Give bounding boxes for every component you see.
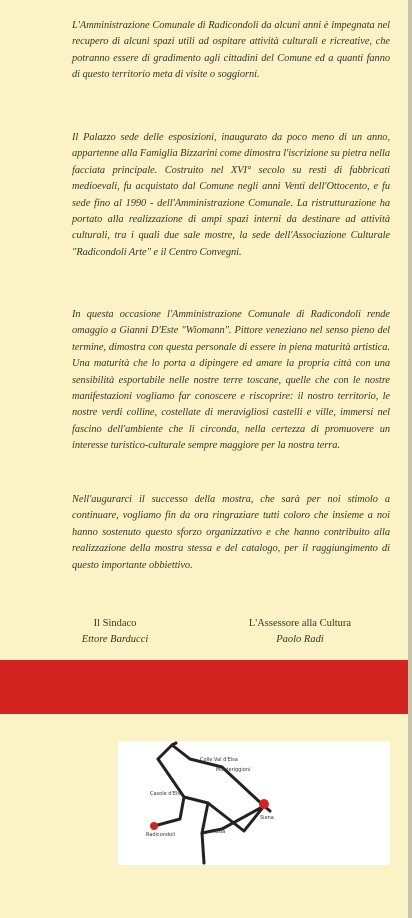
map-dot-siena xyxy=(259,799,269,809)
signature-name: Paolo Radi xyxy=(276,634,324,645)
location-map xyxy=(118,741,390,865)
map-label: Rosia xyxy=(212,829,226,835)
map-label: Casole d'Elsa xyxy=(150,791,184,797)
map-label: Siena xyxy=(260,815,274,821)
page-edge xyxy=(408,0,412,918)
signature-councillor xyxy=(215,616,385,648)
signature-role: Il Sindaco xyxy=(93,618,137,629)
paragraph-artist: In questa occasione l'Amministrazione Comunale di Radicondoli rende omaggio a Gianni D'Este "Wiomann". Pittore veneziano nel senso pieno del termine, dimostra con questa personale di essere in piena maturità artistica. Una maturità che lo porta a dipingere ed amare la propria città con una sensibilità esportabile nelle nostre terre toscane, quelle che con le nostre manifestazioni vogliamo far conoscere e riscoprire: il nostro territorio, le nostre verdi colline, costellate di meravigliosi castelli e ville, immersi nel fascino dell'ambiente che li circonda, nella certezza di promuovere un interesse turistico-culturale sempre maggiore per la nostra terra. xyxy=(72,309,390,452)
map-label: Colle Val d'Elsa xyxy=(200,757,238,763)
map-label: Radicondoli xyxy=(146,832,175,838)
map-dot-radicondoli xyxy=(150,822,158,830)
paragraph-intro: L'Amministrazione Comunale di Radicondoli da alcuni anni è impegnata nel recupero di alcuni spazi utili ad ospitare attività culturali e ricreative, che potranno essere di gradimento agli cittadini del Comune ed a quanti fanno di questo territorio meta di visite o soggiorni. xyxy=(72,20,390,81)
signature-name: Ettore Barducci xyxy=(81,634,149,645)
map-label: Monteriggioni xyxy=(216,767,251,773)
map-svg xyxy=(118,741,390,865)
red-band xyxy=(0,660,412,714)
paragraph-thanks: Nell'augurarci il successo della mostra, che sarà per noi stimolo a continuare, vogliamo fin da ora ringraziare tutti coloro che insieme a noi hanno sostenuto questo sforzo organizzativo e che hanno contribuito alla realizzazione della mostra stessa e del catalogo, per il raggiungimento di questo importante obbiettivo. xyxy=(72,494,390,571)
paragraph-palazzo: Il Palazzo sede delle esposizioni, inaugurato da poco meno di un anno, appartenne alla Famiglia Bizzarini come dimostra l'iscrizione su pietra nella facciata principale. Costruito nel XVI° secolo su resti di fabbricati medioevali, fu acquistato dal Comune negli anni Venti dell'Ottocento, e fu sede fino al 1990 - dell'Amministrazione Comunale. La ristrutturazione ha portato alla realizzazione di ampi spazi interni da destinare ad attività culturali, tra i quali due sale mostre, la sede dell'Associazione Culturale "Radicondoli Arte" e il Centro Convegni. xyxy=(72,132,390,258)
signature-mayor xyxy=(60,616,170,648)
signature-role: L'Assessore alla Cultura xyxy=(248,618,352,629)
